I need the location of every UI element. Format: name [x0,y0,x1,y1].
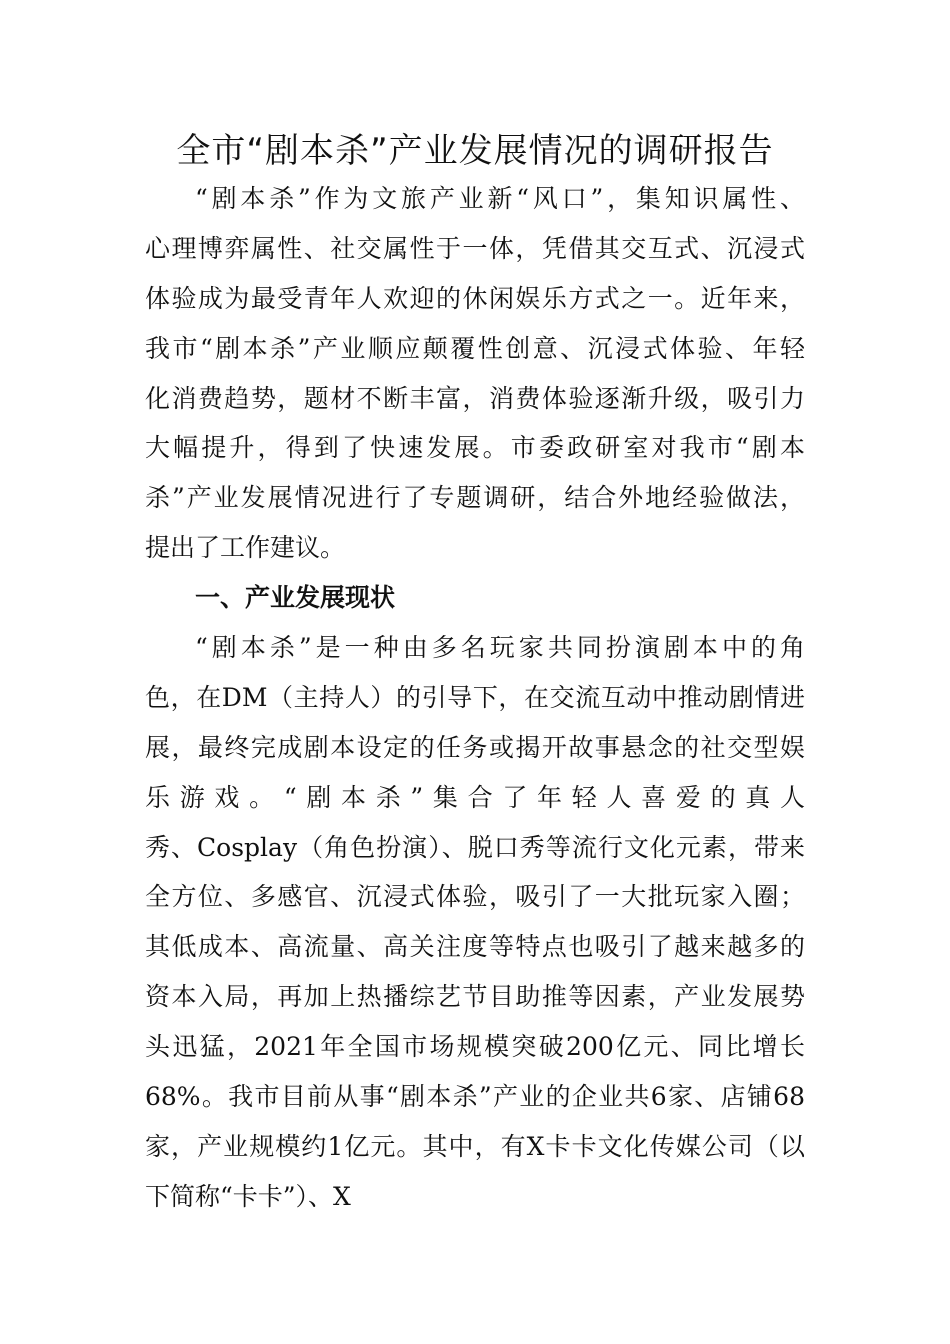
paragraph-line: “剧本杀”作为文旅产业新“风口”，集知识属性、 [195,184,805,213]
paragraph-line: 家，产业规模约1亿元。其中，有X卡卡文化传媒公司（以 [145,1131,805,1161]
paragraph-line: 下简称“卡卡”）、X [145,1181,351,1211]
paragraph-line: 展，最终完成剧本设定的任务或揭开故事悬念的社交型娱 [145,732,805,762]
paragraph-line: 乐游戏。“剧本杀”集合了年轻人喜爱的真人 [145,782,805,812]
section-heading: 一、产业发展现状 [195,583,396,613]
paragraph-line: 心理博弈属性、社交属性于一体，凭借其交互式、沉浸式 [145,233,805,263]
paragraph-line: 杀”产业发展情况进行了专题调研，结合外地经验做法， [145,483,805,513]
paragraph-line: 我市“剧本杀”产业顺应颠覆性创意、沉浸式体验、年轻 [145,333,805,363]
paragraph-line: “剧本杀”是一种由多名玩家共同扮演剧本中的角 [195,633,805,663]
paragraph-line: 头迅猛，2021年全国市场规模突破200亿元、同比增长 [145,1032,805,1062]
paragraph-line: 资本入局，再加上热播综艺节目助推等因素，产业发展势 [145,982,805,1012]
paragraph-line: 色，在DM（主持人）的引导下，在交流互动中推动剧情进 [145,682,805,712]
document-title: 全市“剧本杀”产业发展情况的调研报告 [176,131,774,171]
document-body [145,174,805,1222]
paragraph-line: 体验成为最受青年人欢迎的休闲娱乐方式之一。近年来， [145,283,805,313]
paragraph-line: 大幅提升，得到了快速发展。市委政研室对我市“剧本 [145,433,805,463]
paragraph-line: 其低成本、高流量、高关注度等特点也吸引了越来越多的 [145,932,805,962]
paragraph-line: 全方位、多感官、沉浸式体验，吸引了一大批玩家入圈； [145,882,805,912]
paragraph-line: 化消费趋势，题材不断丰富，消费体验逐渐升级，吸引力 [145,383,805,413]
paragraph-line: 68%。我市目前从事“剧本杀”产业的企业共6家、店铺68 [145,1082,805,1112]
paragraph-line: 秀、Cosplay（角色扮演）、脱口秀等流行文化元素，带来 [145,832,805,862]
paragraph-line: 提出了工作建议。 [145,533,346,563]
